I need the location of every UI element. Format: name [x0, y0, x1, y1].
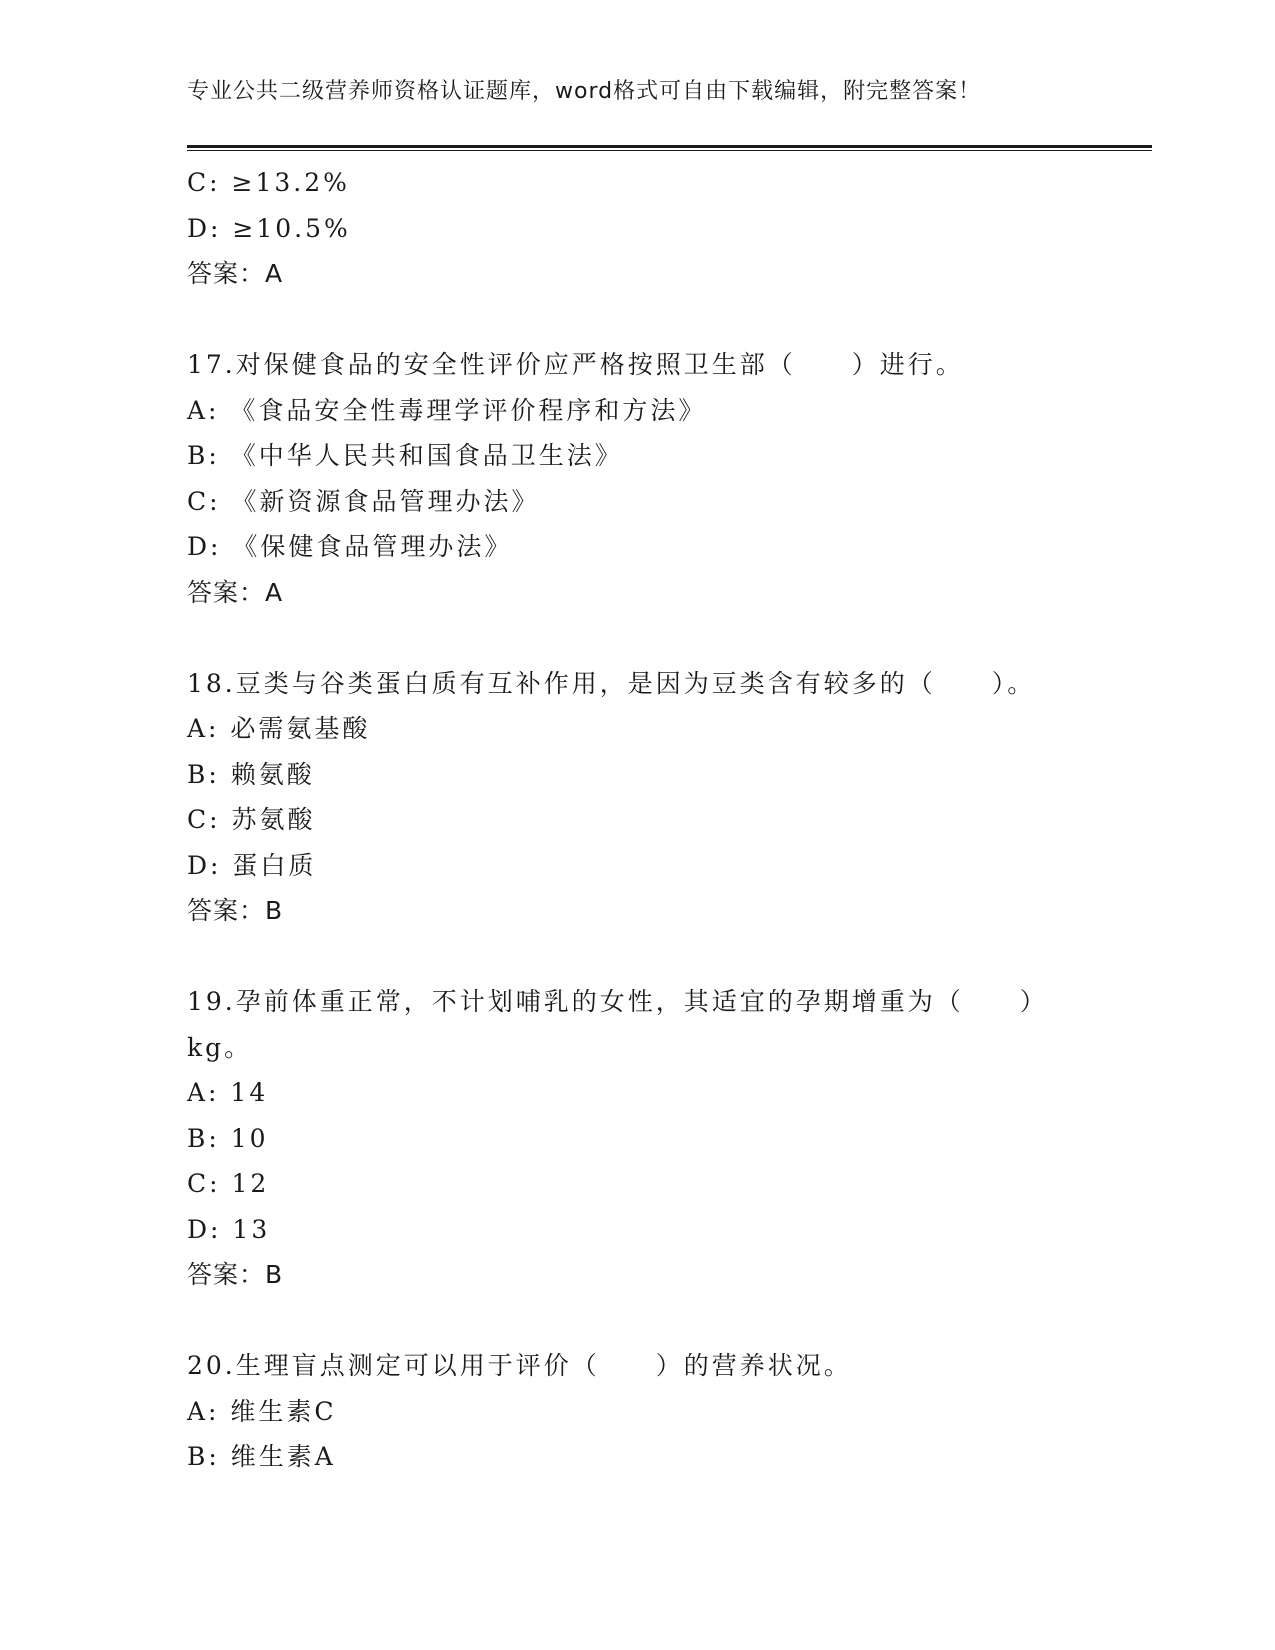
question-18	[187, 661, 1152, 934]
header-divider-thin	[187, 150, 1152, 151]
spacer	[187, 1298, 1152, 1344]
option-c: C: ≥13.2%	[187, 168, 350, 197]
option-b: B: 《中华人民共和国食品卫生法》	[187, 441, 623, 470]
option-b: B: 维生素A	[187, 1442, 336, 1471]
option-c: C: 《新资源食品管理办法》	[187, 486, 540, 516]
question-19	[187, 979, 1152, 1298]
option-a: A: 14	[187, 1078, 269, 1107]
option-b: B: 10	[187, 1123, 269, 1153]
option-a: A: 《食品安全性毒理学评价程序和方法》	[187, 395, 707, 425]
option-a: A: 必需氨基酸	[187, 714, 371, 743]
question-16-continued	[187, 160, 1152, 297]
question-17	[187, 342, 1152, 615]
option-c: C: 苏氨酸	[187, 805, 316, 834]
page-header: 专业公共二级营养师资格认证题库，word格式可自由下载编辑，附完整答案！	[187, 79, 982, 104]
option-d: D: ≥10.5%	[187, 213, 351, 243]
question-stem: 18.豆类与谷类蛋白质有互补作用，是因为豆类含有较多的（ ）。	[187, 668, 1036, 698]
spacer	[187, 934, 1152, 980]
option-b: B: 赖氨酸	[187, 759, 315, 789]
option-d: D: 《保健食品管理办法》	[187, 532, 513, 561]
answer-line: 答案：B	[187, 896, 284, 925]
header-divider-thick	[187, 145, 1152, 148]
question-stem-line-2: kg。	[187, 1032, 253, 1062]
answer-line: 答案：A	[187, 577, 284, 607]
option-c: C: 12	[187, 1169, 270, 1198]
question-list	[187, 160, 1152, 1480]
question-stem-line-1: 19.孕前体重正常，不计划哺乳的女性，其适宜的孕期增重为（ ）	[187, 987, 1048, 1016]
spacer	[187, 615, 1152, 661]
option-a: A: 维生素C	[187, 1396, 337, 1426]
answer-line: 答案：A	[187, 259, 284, 288]
answer-line: 答案：B	[187, 1260, 284, 1289]
question-stem: 17.对保健食品的安全性评价应严格按照卫生部（ ）进行。	[187, 350, 964, 379]
question-stem: 20.生理盲点测定可以用于评价（ ）的营养状况。	[187, 1351, 852, 1380]
question-20	[187, 1343, 1152, 1480]
option-d: D: 蛋白质	[187, 850, 317, 880]
spacer	[187, 297, 1152, 343]
option-d: D: 13	[187, 1214, 271, 1244]
